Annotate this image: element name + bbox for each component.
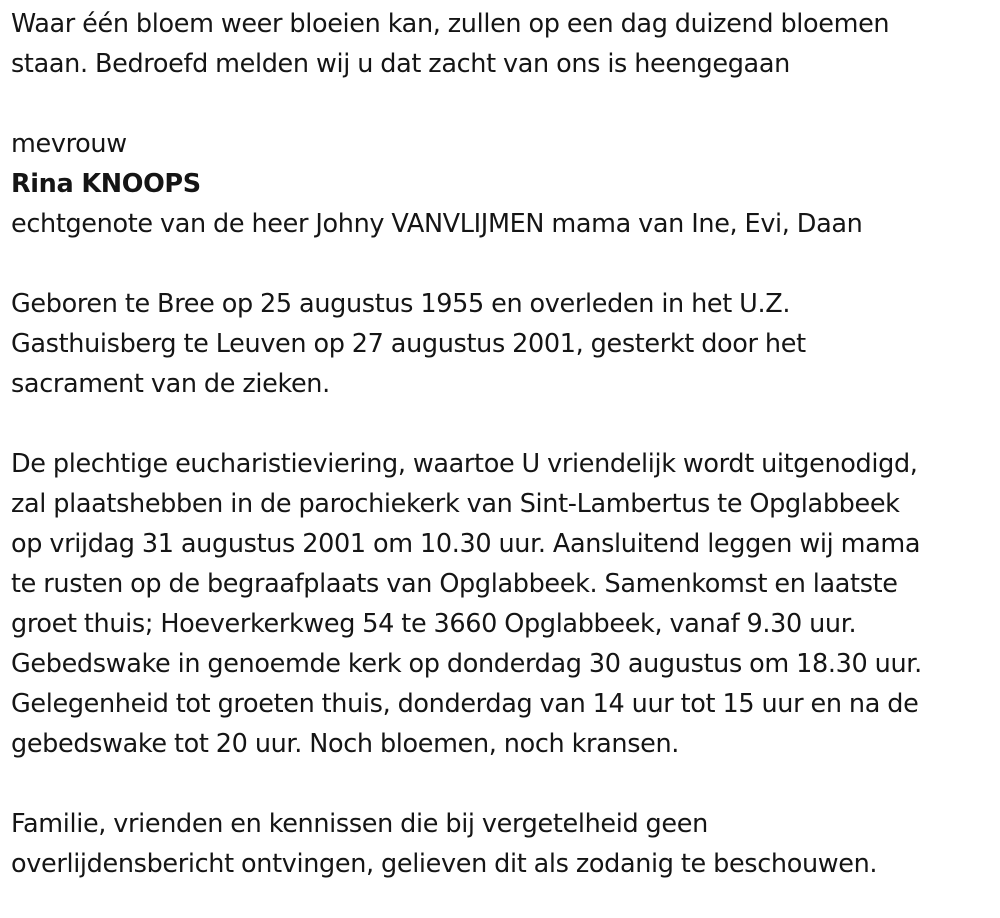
salutation: mevrouw [11, 129, 127, 159]
relations-line: echtgenote van de heer Johny VANVLIJMEN mama van Ine, Evi, Daan [11, 209, 863, 239]
ceremony-line: zal plaatshebben in de parochiekerk van Sint-Lambertus te Opglabbeek [11, 489, 900, 519]
closing-line: Familie, vrienden en kennissen die bij vergetelheid geen [11, 809, 708, 839]
birth-death-line: Gasthuisberg te Leuven op 27 augustus 2001, gesterkt door het [11, 329, 806, 359]
intro-line: Waar één bloem weer bloeien kan, zullen op een dag duizend bloemen [11, 9, 890, 39]
closing-line: overlijdensbericht ontvingen, gelieven dit als zodanig te beschouwen. [11, 849, 878, 879]
intro-line: staan. Bedroefd melden wij u dat zacht van ons is heengegaan [11, 49, 790, 79]
ceremony-line: te rusten op de begraafplaats van Opglabbeek. Samenkomst en laatste [11, 569, 898, 599]
closing-paragraph [11, 804, 996, 884]
ceremony-line: op vrijdag 31 augustus 2001 om 10.30 uur. Aansluitend leggen wij mama [11, 529, 921, 559]
spacer [11, 84, 996, 124]
obituary-document [11, 0, 996, 884]
spacer [11, 764, 996, 804]
ceremony-line: gebedswake tot 20 uur. Noch bloemen, noch kransen. [11, 729, 680, 759]
ceremony-line: groet thuis; Hoeverkerkweg 54 te 3660 Opglabbeek, vanaf 9.30 uur. [11, 609, 857, 639]
ceremony-line: Gebedswake in genoemde kerk op donderdag 30 augustus om 18.30 uur. [11, 649, 922, 679]
ceremony-line: Gelegenheid tot groeten thuis, donderdag van 14 uur tot 15 uur en na de [11, 689, 919, 719]
deceased-name: Rina KNOOPS [11, 169, 201, 199]
ceremony-line: De plechtige eucharistieviering, waartoe U vriendelijk wordt uitgenodigd, [11, 449, 918, 479]
ceremony-paragraph [11, 444, 996, 764]
spacer [11, 404, 996, 444]
birth-death-line: sacrament van de zieken. [11, 369, 330, 399]
spacer [11, 244, 996, 284]
birth-death-line: Geboren te Bree op 25 augustus 1955 en overleden in het U.Z. [11, 289, 791, 319]
intro-paragraph [11, 0, 996, 84]
birth-death-paragraph [11, 284, 996, 404]
